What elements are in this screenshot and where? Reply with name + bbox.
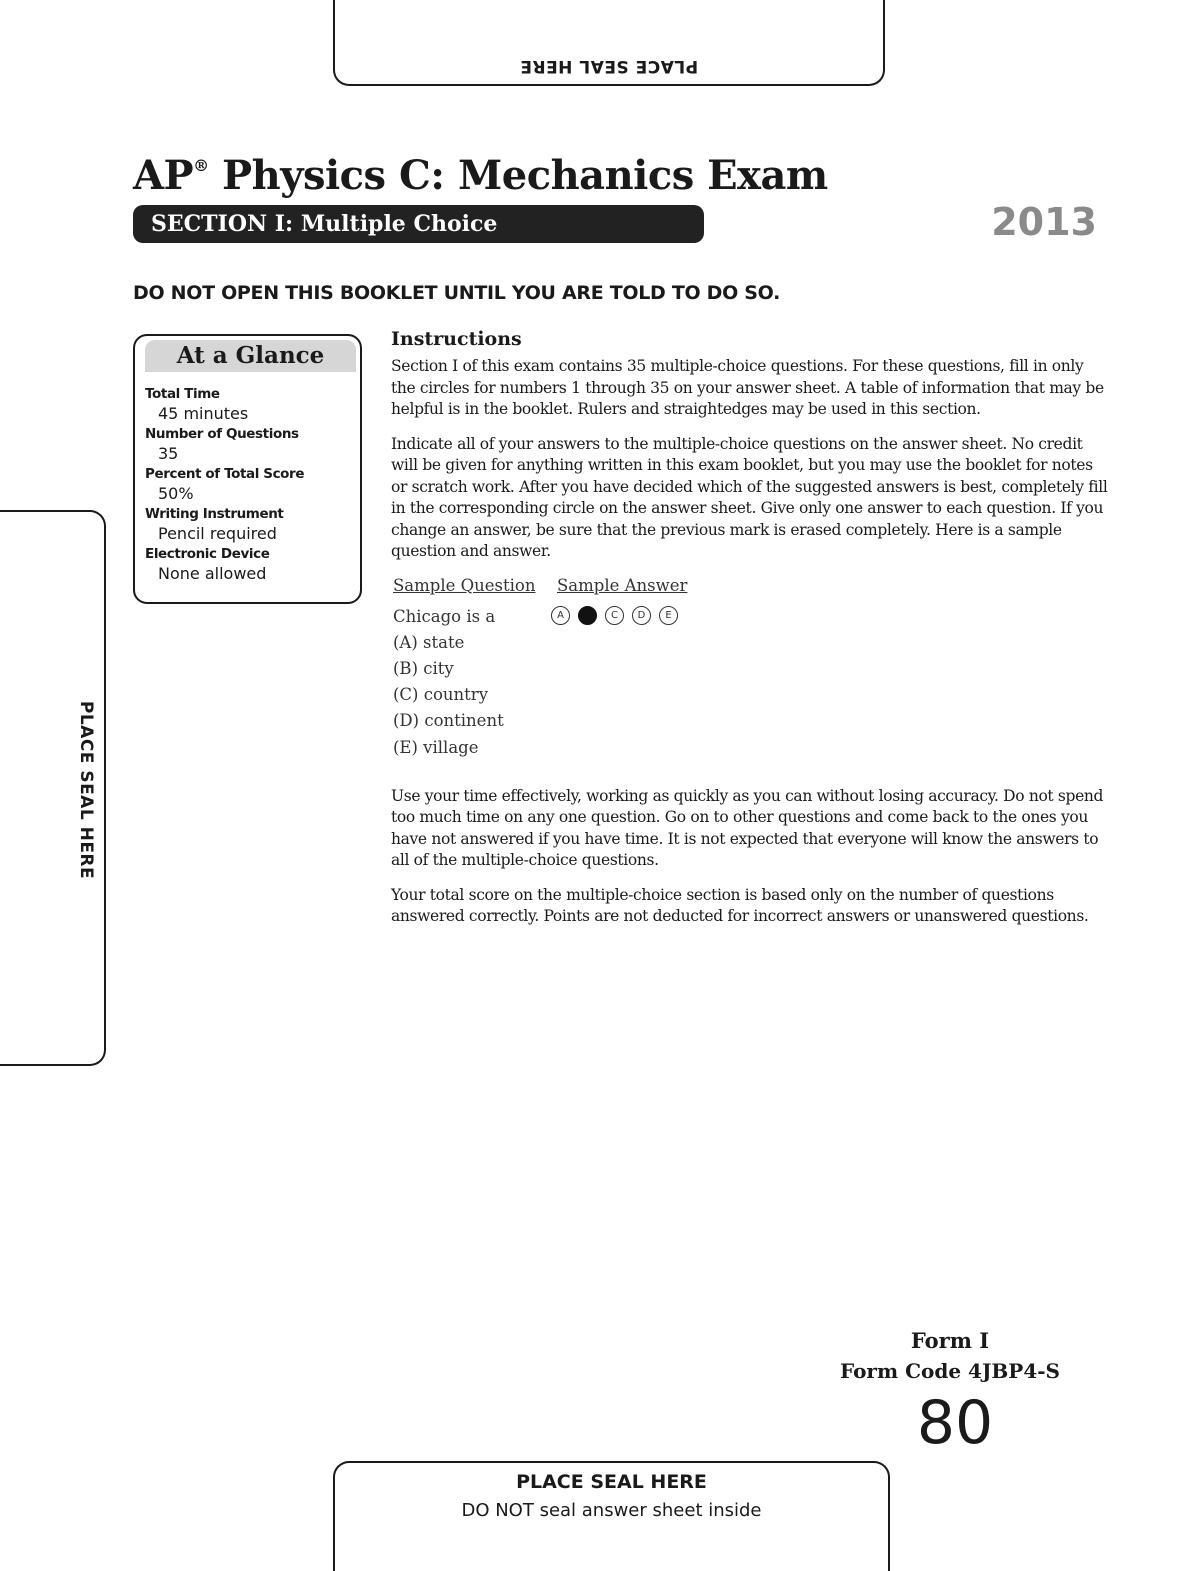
seal-box-bottom <box>333 1461 890 1571</box>
seal-label-left: PLACE SEAL HERE <box>76 700 96 880</box>
glance-value-electronic-device: None allowed <box>158 564 267 583</box>
seal-note-bottom: DO NOT seal answer sheet inside <box>461 1500 762 1521</box>
glance-label-number-of-questions: Number of Questions <box>145 426 299 442</box>
at-a-glance-heading: At a Glance <box>145 340 356 372</box>
glance-label-total-time: Total Time <box>145 386 220 402</box>
answer-bubble-a: A <box>551 606 570 625</box>
sample-question-block <box>391 576 1109 786</box>
instructions-section <box>391 328 1109 941</box>
sample-question-text <box>393 604 504 761</box>
sample-option-a: (A) state <box>393 632 465 652</box>
registered-mark: ® <box>193 156 209 175</box>
at-a-glance-list <box>135 372 360 584</box>
glance-label-writing-instrument: Writing Instrument <box>145 506 284 522</box>
do-not-open-warning: DO NOT OPEN THIS BOOKLET UNTIL YOU ARE TOLD TO DO SO. <box>133 282 781 304</box>
sample-option-d: (D) continent <box>393 711 504 731</box>
glance-value-number-of-questions: 35 <box>158 444 179 463</box>
sample-question-stem: Chicago is a <box>393 606 496 626</box>
glance-value-total-time: 45 minutes <box>158 404 249 423</box>
glance-value-percent-score: 50% <box>158 484 194 503</box>
title-prefix: AP <box>133 152 194 199</box>
sample-question-heading: Sample Question <box>393 575 536 595</box>
section-banner <box>133 205 704 243</box>
exam-year: 2013 <box>991 200 1097 244</box>
instructions-heading: Instructions <box>391 328 522 350</box>
section-label: SECTION I: Multiple Choice <box>151 211 498 237</box>
seal-label-top: PLACE SEAL HERE <box>519 56 699 76</box>
sample-option-c: (C) country <box>393 685 489 705</box>
form-label: Form I <box>910 1328 990 1353</box>
sample-option-b: (B) city <box>393 658 454 678</box>
form-number: 80 <box>916 1388 994 1458</box>
glance-label-percent-score: Percent of Total Score <box>145 466 305 482</box>
seal-box-top <box>333 0 885 86</box>
instructions-paragraph-1: Section I of this exam contains 35 multiple-choice questions. For these questions, fill in only the circles for numbers 1 through 35 on your answer sheet. A table of information that may be helpful is in the booklet. Rulers and straightedges may be used in this section. <box>391 357 1104 418</box>
answer-bubble-b-filled <box>578 606 597 625</box>
seal-label-bottom: PLACE SEAL HERE <box>516 1471 707 1493</box>
instructions-paragraph-4: Your total score on the multiple-choice section is based only on the number of questions answered correctly. Points are not deducted for incorrect answers or unanswered questions. <box>391 885 1089 925</box>
form-code: Form Code 4JBP4-S <box>839 1359 1061 1383</box>
at-a-glance-box <box>133 334 362 604</box>
form-info <box>830 1326 1070 1458</box>
sample-option-e: (E) village <box>393 737 479 757</box>
exam-title <box>133 152 828 199</box>
instructions-paragraph-2: Indicate all of your answers to the multiple-choice questions on the answer sheet. No credit will be given for anything written in this exam booklet, but you may use the booklet for notes or scratch work. After you have decided which of the suggested answers is best, completely fill in the corresponding circle on the answer sheet. Give only one answer to each question. If you change an answer, be sure that the previous mark is erased completely. Here is a sample question and answer. <box>391 434 1108 560</box>
answer-bubble-c: C <box>605 606 624 625</box>
title-rest: Physics C: Mechanics Exam <box>208 152 828 199</box>
sample-answer-heading: Sample Answer <box>557 575 688 595</box>
glance-label-electronic-device: Electronic Device <box>145 546 270 562</box>
glance-value-writing-instrument: Pencil required <box>158 524 277 543</box>
instructions-paragraph-3: Use your time effectively, working as quickly as you can without losing accuracy. Do not spend too much time on any one question. Go on to other questions and come back to the ones you have not answered if you have time. It is not expected that everyone will know the answers to all of the multiple-choice questions. <box>391 786 1104 869</box>
sample-answer-bubbles <box>551 606 678 625</box>
answer-bubble-d: D <box>632 606 651 625</box>
answer-bubble-e: E <box>659 606 678 625</box>
